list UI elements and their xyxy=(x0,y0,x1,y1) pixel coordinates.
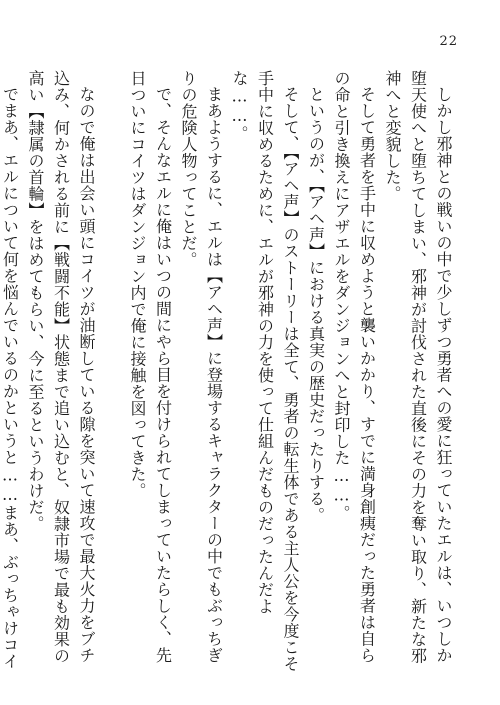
paragraph: というのが、【アヘ声】における真実の歴史だったりする。 xyxy=(306,86,326,524)
paragraph: しかし邪神との戦いの中で少しずつ勇者への愛に狂っていたエルは、いつしか堕天使へと堕ちてしまい、邪神が討伐された直後にその力を奪い取り、新たな邪神へと変貌した。 xyxy=(383,70,453,664)
vertical-text-body xyxy=(0,70,456,676)
paragraph: そして勇者を手中に収めようと襲いかかり、すでに満身創痍だった勇者は自らの命と引き換えにアザエルをダンジョンへと封印した……。 xyxy=(332,70,377,664)
paragraph: なので俺は出会い頭にコイツが油断している隙を突いて速攻で最大火力をブチ込み、何かされる前に【戦闘不能】状態まで追い込むと、奴隷市場で最も効果の高い【隷属の首輪】をはめてもらい、今に至るというわけだ。 xyxy=(26,70,96,664)
paragraph: そして、【アヘ声】のストーリーは全て、勇者の転生体である主人公を今度こそ手中に収めるために、エルが邪神の力を使って仕組んだものだったんだよな……。 xyxy=(230,70,300,672)
page-number: 22 xyxy=(439,34,458,49)
paragraph: でまあ、エルについて何を悩んでいるのかというと……まあ、ぶっちゃけコイ xyxy=(0,86,20,670)
paragraph: まあようするに、エルは【アヘ声】に登場するキャラクターの中でもぶっちぎりの危険人物ってことだ。 xyxy=(179,70,224,664)
paragraph: で、そんなエルに俺はいつの間にやら目を付けられてしまっていたらしく、先日ついにコイツはダンジョン内で俺に接触を図ってきた。 xyxy=(128,70,173,664)
